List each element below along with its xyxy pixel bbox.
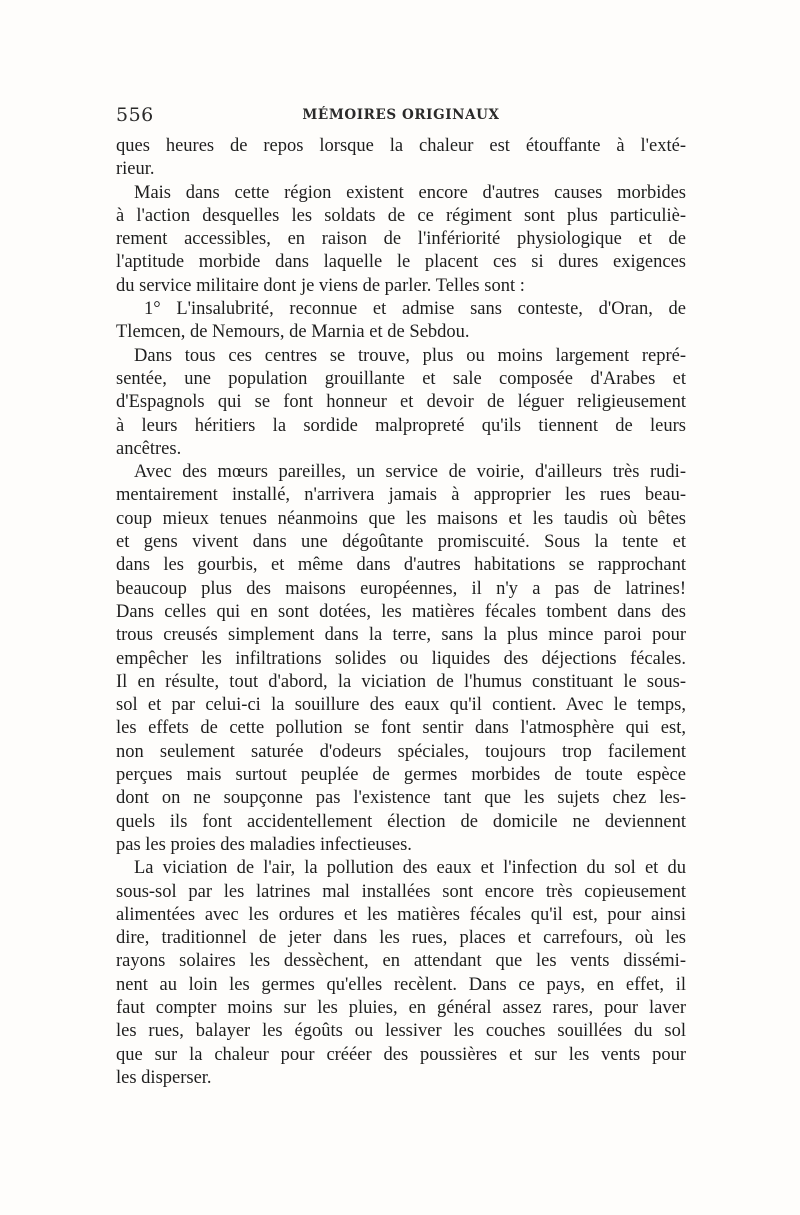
text-line: beaucoup plus des maisons européennes, il n'y a pas de latrines! (116, 578, 686, 599)
text-line: Mais dans cette région existent encore d'autres causes morbides (134, 182, 686, 203)
text-line: rieur. (116, 159, 155, 180)
text-line: ancêtres. (116, 438, 182, 459)
text-line: sous-sol par les latrines mal installées sont encore très copieusement (116, 881, 686, 902)
text-line: nent au loin les germes qu'elles recèlent. Dans ce pays, en effet, il (116, 974, 686, 995)
text-line: les effets de cette pollution se font sentir dans l'atmosphère qui est, (116, 718, 686, 739)
text-line: coup mieux tenues néanmoins que les maisons et les taudis où bêtes (116, 508, 686, 529)
running-header (116, 104, 686, 128)
text-line: sol et par celui-ci la souillure des eaux qu'il contient. Avec le temps, (116, 695, 686, 716)
text-line: non seulement saturée d'odeurs spéciales, toujours trop facilement (116, 741, 686, 762)
text-line: 1° L'insalubrité, reconnue et admise sans conteste, d'Oran, de (144, 299, 686, 320)
text-line: mentairement installé, n'arrivera jamais à approprier les rues beau- (116, 485, 686, 506)
text-line: l'aptitude morbide dans laquelle le placent ces si dures exigences (116, 252, 686, 273)
text-line: Dans celles qui en sont dotées, les matières fécales tombent dans des (116, 601, 686, 622)
text-line: que sur la chaleur pour crééer des poussières et sur les vents pour (116, 1044, 686, 1065)
text-line: à l'action desquelles les soldats de ce régiment sont plus particuliè- (116, 205, 686, 226)
text-line: perçues mais surtout peuplée de germes morbides de toute espèce (116, 765, 686, 786)
text-line: La viciation de l'air, la pollution des eaux et l'infection du sol et du (134, 858, 686, 879)
text-line: dont on ne soupçonne pas l'existence tant que les sujets chez les- (116, 788, 686, 809)
text-line: rayons solaires les dessèchent, en attendant que les vents dissémi- (116, 951, 686, 972)
running-title: MÉMOIRES ORIGINAUX (302, 107, 500, 123)
text-line: les rues, balayer les égoûts ou lessiver les couches souillées du sol (116, 1021, 686, 1042)
text-line: Il en résulte, tout d'abord, la viciation de l'humus constituant le sous- (116, 671, 686, 692)
text-line: faut compter moins sur les pluies, en général assez rares, pour laver (116, 997, 686, 1018)
text-line: empêcher les infiltrations solides ou liquides des déjections fécales. (116, 648, 686, 669)
page-number: 556 (116, 104, 154, 126)
text-line: du service militaire dont je viens de parler. Telles sont : (116, 275, 525, 296)
text-line: pas les proies des maladies infectieuses. (116, 834, 412, 855)
text-line: dans les gourbis, et même dans d'autres habitations se rapprochant (116, 555, 686, 576)
text-line: d'Espagnols qui se font honneur et devoir de léguer religieusement (116, 392, 686, 413)
text-line: dire, traditionnel de jeter dans les rues, places et carrefours, où les (116, 928, 686, 949)
text-line: alimentées avec les ordures et les matières fécales qu'il est, pour ainsi (116, 904, 686, 925)
text-line: sentée, une population grouillante et sale composée d'Arabes et (116, 368, 686, 389)
text-line: quels ils font accidentellement élection de domicile ne deviennent (116, 811, 686, 832)
text-line: à leurs héritiers la sordide malpropreté qu'ils tiennent de leurs (116, 415, 686, 436)
text-line: et gens vivent dans une dégoûtante promiscuité. Sous la tente et (116, 532, 686, 553)
text-line: Tlemcen, de Nemours, de Marnia et de Sebdou. (116, 322, 470, 343)
text-line: ques heures de repos lorsque la chaleur est étouffante à l'exté- (116, 136, 686, 156)
text-line: trous creusés simplement dans la terre, sans la plus mince paroi pour (116, 625, 686, 646)
text-line: Dans tous ces centres se trouve, plus ou moins largement repré- (134, 345, 686, 366)
text-line: les disperser. (116, 1067, 212, 1088)
text-line: rement accessibles, en raison de l'infériorité physiologique et de (116, 229, 686, 250)
body-text (116, 135, 686, 1090)
text-line: Avec des mœurs pareilles, un service de voirie, d'ailleurs très rudi- (134, 462, 686, 483)
